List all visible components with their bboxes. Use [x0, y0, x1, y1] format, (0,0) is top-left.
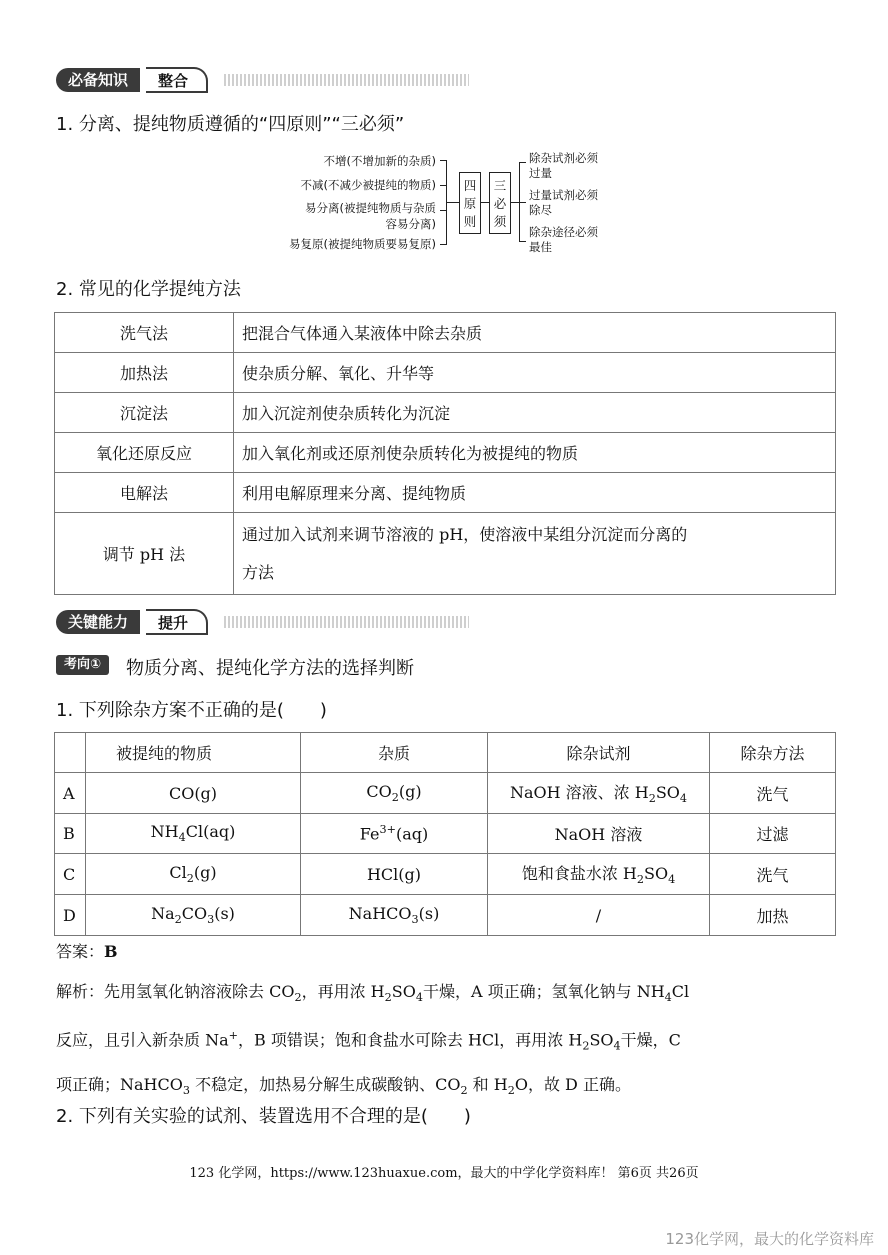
- option-cell: C: [55, 854, 86, 895]
- box-char: 三: [493, 178, 507, 193]
- method-name: 加热法: [55, 353, 234, 393]
- table-row: [55, 473, 836, 513]
- analysis-block: [56, 975, 846, 1108]
- kaoxiang-title: 物质分离、提纯化学方法的选择判断: [126, 658, 414, 679]
- q1-table: [54, 732, 836, 936]
- analysis-line: 解析：先用氢氧化钠溶液除去 $CO_2$，再用浓 $H_2SO_4$干燥，A 项正确；氢氧化钠与 $NH_4Cl$: [56, 982, 690, 1005]
- table-row: [55, 854, 836, 895]
- diagram-box-three-musts: [489, 172, 511, 234]
- analysis-line: 项正确；NaHCO$_3$ 不稳定，加热易分解生成碳酸钠、$CO_2$ 和 $H_2O$，故 D 正确。: [56, 1074, 631, 1097]
- banner-stripe: [224, 616, 469, 628]
- banner-light-label: 提升: [146, 609, 208, 635]
- box-char: 须: [493, 214, 507, 229]
- diagram-left-item: 不增(不增加新的杂质): [323, 154, 436, 168]
- table-row: [55, 433, 836, 473]
- method-desc: 利用电解原理来分离、提纯物质: [234, 473, 836, 513]
- table-header-row: [55, 733, 836, 773]
- method-name: 调节 pH 法: [55, 513, 234, 595]
- method-cell: 洗气: [710, 773, 836, 814]
- box-char: 则: [463, 214, 477, 229]
- header-cell: 杂质: [301, 733, 488, 773]
- page-footer: 123 化学网，https://www.123huaxue.com，最大的中学化学资料库！ 第6页 共26页: [189, 1166, 699, 1181]
- impurity-cell: $Fe^{3+}(aq)$: [301, 814, 488, 854]
- box-char: 必: [493, 196, 507, 211]
- option-cell: A: [55, 773, 86, 814]
- watermark: 123化学网，最大的化学资料库: [665, 1230, 874, 1248]
- method-desc: 使杂质分解、氧化、升华等: [234, 353, 836, 393]
- question-1: 1. 下列除杂方案不正确的是( ): [56, 700, 327, 721]
- diagram-left-item: 易分离(被提纯物质与杂质: [305, 201, 436, 215]
- diagram-left-item: 不减(不减少被提纯的物质): [300, 178, 436, 192]
- section-banner-knowledge: [56, 68, 416, 94]
- banner-dark-label: 必备知识: [56, 68, 140, 92]
- header-cell: 除杂试剂: [488, 733, 710, 773]
- option-cell: D: [55, 895, 86, 936]
- analysis-line: 反应，且引入新杂质 Na+，B 项错误；饱和食盐水可除去 HCl，再用浓 $H_2SO_4$干燥，C: [56, 1029, 681, 1053]
- methods-table: [54, 312, 836, 595]
- method-name: 电解法: [55, 473, 234, 513]
- method-desc: 把混合气体通入某液体中除去杂质: [234, 313, 836, 353]
- diagram-left-item: 易复原(被提纯物质要易复原): [289, 237, 436, 251]
- table-row: [55, 814, 836, 854]
- reagent-cell: 饱和食盐水浓 $H_2SO_4$: [488, 854, 710, 895]
- reagent-cell: /: [488, 895, 710, 936]
- banner-dark-label: 关键能力: [56, 610, 140, 634]
- diagram-left-item: 容易分离): [385, 217, 436, 231]
- method-desc: 通过加入试剂来调节溶液的 pH，使溶液中某组分沉淀而分离的 方法: [234, 513, 836, 595]
- heading-principles: 1. 分离、提纯物质遵循的“四原则”“三必须”: [56, 114, 405, 135]
- impurity-cell: $CO_2(g)$: [301, 773, 488, 814]
- kaoxiang-tag: 考向①: [56, 655, 109, 675]
- diagram-box-four-principles: [459, 172, 481, 234]
- method-name: 沉淀法: [55, 393, 234, 433]
- table-row: [55, 773, 836, 814]
- method-cell: 加热: [710, 895, 836, 936]
- method-name: 氧化还原反应: [55, 433, 234, 473]
- header-cell: 被提纯的物质: [86, 733, 301, 773]
- substance-cell: $Na_2CO_3(s)$: [86, 895, 301, 936]
- diagram-right-item: 除杂途径必须 最佳: [529, 225, 598, 254]
- table-row: [55, 513, 836, 595]
- reagent-cell: NaOH 溶液、浓 $H_2SO_4$: [488, 773, 710, 814]
- diagram-right-item: 过量试剂必须 除尽: [529, 188, 598, 217]
- box-char: 四: [463, 178, 477, 193]
- box-char: 原: [463, 196, 477, 211]
- substance-cell: CO(g): [86, 773, 301, 814]
- impurity-cell: HCl(g): [301, 854, 488, 895]
- reagent-cell: NaOH 溶液: [488, 814, 710, 854]
- method-desc: 加入氧化剂或还原剂使杂质转化为被提纯的物质: [234, 433, 836, 473]
- method-desc: 加入沉淀剂使杂质转化为沉淀: [234, 393, 836, 433]
- banner-stripe: [224, 74, 469, 86]
- table-row: [55, 313, 836, 353]
- banner-light-label: 整合: [146, 67, 208, 93]
- question-2: 2. 下列有关实验的试剂、装置选用不合理的是( ): [56, 1106, 471, 1127]
- diagram-right-item: 除杂试剂必须 过量: [529, 151, 598, 180]
- answer-line: 答案：B: [56, 942, 118, 961]
- section-banner-ability: [56, 610, 416, 636]
- option-cell: B: [55, 814, 86, 854]
- substance-cell: $NH_4Cl(aq)$: [86, 814, 301, 854]
- method-name: 洗气法: [55, 313, 234, 353]
- method-cell: 洗气: [710, 854, 836, 895]
- impurity-cell: NaHCO$_3$(s): [301, 895, 488, 936]
- table-row: [55, 393, 836, 433]
- method-cell: 过滤: [710, 814, 836, 854]
- header-cell: 除杂方法: [710, 733, 836, 773]
- header-cell: [55, 733, 86, 773]
- table-row: [55, 895, 836, 936]
- table-row: [55, 353, 836, 393]
- heading-methods: 2. 常见的化学提纯方法: [56, 279, 241, 300]
- substance-cell: $Cl_2(g)$: [86, 854, 301, 895]
